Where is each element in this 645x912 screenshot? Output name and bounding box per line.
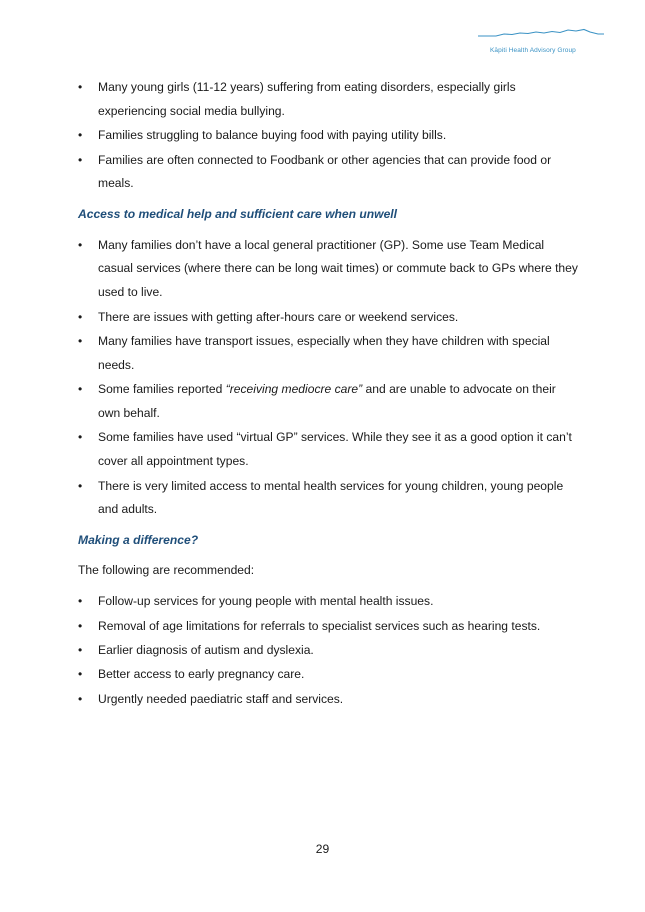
list-item: • Families are often connected to Foodbank or other agencies that can provide food or meals. [78, 149, 578, 197]
bullet-list-section2 [78, 234, 578, 523]
bullet-list-section1 [78, 76, 578, 196]
logo-text: Kāpiti Health Advisory Group [490, 47, 576, 54]
bullet-icon: • [78, 478, 83, 493]
bullet-list-recommendations [78, 590, 578, 711]
bullet-icon: • [78, 80, 83, 94]
header-logo [476, 22, 606, 62]
bullet-icon: • [78, 152, 83, 167]
list-item: • Families struggling to balance buying food with paying utility bills. [78, 124, 578, 148]
list-item: • Urgently needed paediatric staff and services. [78, 688, 578, 712]
bullet-icon: • [78, 430, 83, 445]
bullet-icon: • [78, 691, 83, 706]
list-item: • Many families don’t have a local general practitioner (GP). Some use Team Medical casual services (where there can be long wait times) or commute back to GPs where they used to live. [78, 234, 578, 305]
bullet-icon: • [78, 594, 83, 609]
list-item: • Many young girls (11-12 years) suffering from eating disorders, especially girls experiencing social media bullying. [78, 76, 578, 124]
list-item: • There are issues with getting after-hours care or weekend services. [78, 306, 578, 330]
bullet-icon: • [78, 618, 83, 633]
list-item: • There is very limited access to mental health services for young children, young people and adults. [78, 475, 578, 523]
bullet-icon: • [78, 643, 83, 658]
bullet-icon: • [78, 667, 83, 682]
list-item: • Some families reported “receiving mediocre care” and are unable to advocate on their own behalf. [78, 378, 578, 426]
section-heading-making-a-difference: Making a difference? [78, 532, 199, 547]
list-item: • Some families have used “virtual GP” services. While they see it as a good option it can’t cover all appointment types. [78, 426, 578, 474]
quoted-text: “receiving mediocre care” [225, 382, 363, 397]
bullet-icon: • [78, 309, 83, 324]
list-item: • Follow-up services for young people with mental health issues. [78, 590, 578, 614]
page-number: 29 [315, 842, 330, 856]
list-item: • Many families have transport issues, especially when they have children with special needs. [78, 330, 578, 378]
mountain-line-icon [476, 22, 606, 44]
list-item: • Removal of age limitations for referrals to specialist services such as hearing tests. [78, 615, 578, 639]
bullet-icon: • [78, 382, 83, 397]
page-content [78, 76, 578, 712]
list-item: • Earlier diagnosis of autism and dyslexia. [78, 639, 578, 663]
bullet-icon: • [78, 128, 83, 143]
intro-paragraph: The following are recommended: [78, 563, 255, 578]
list-item: • Better access to early pregnancy care. [78, 663, 578, 687]
section-heading-access-to-medical-help: Access to medical help and sufficient care when unwell [78, 206, 398, 221]
bullet-icon: • [78, 333, 83, 348]
bullet-icon: • [78, 237, 83, 252]
